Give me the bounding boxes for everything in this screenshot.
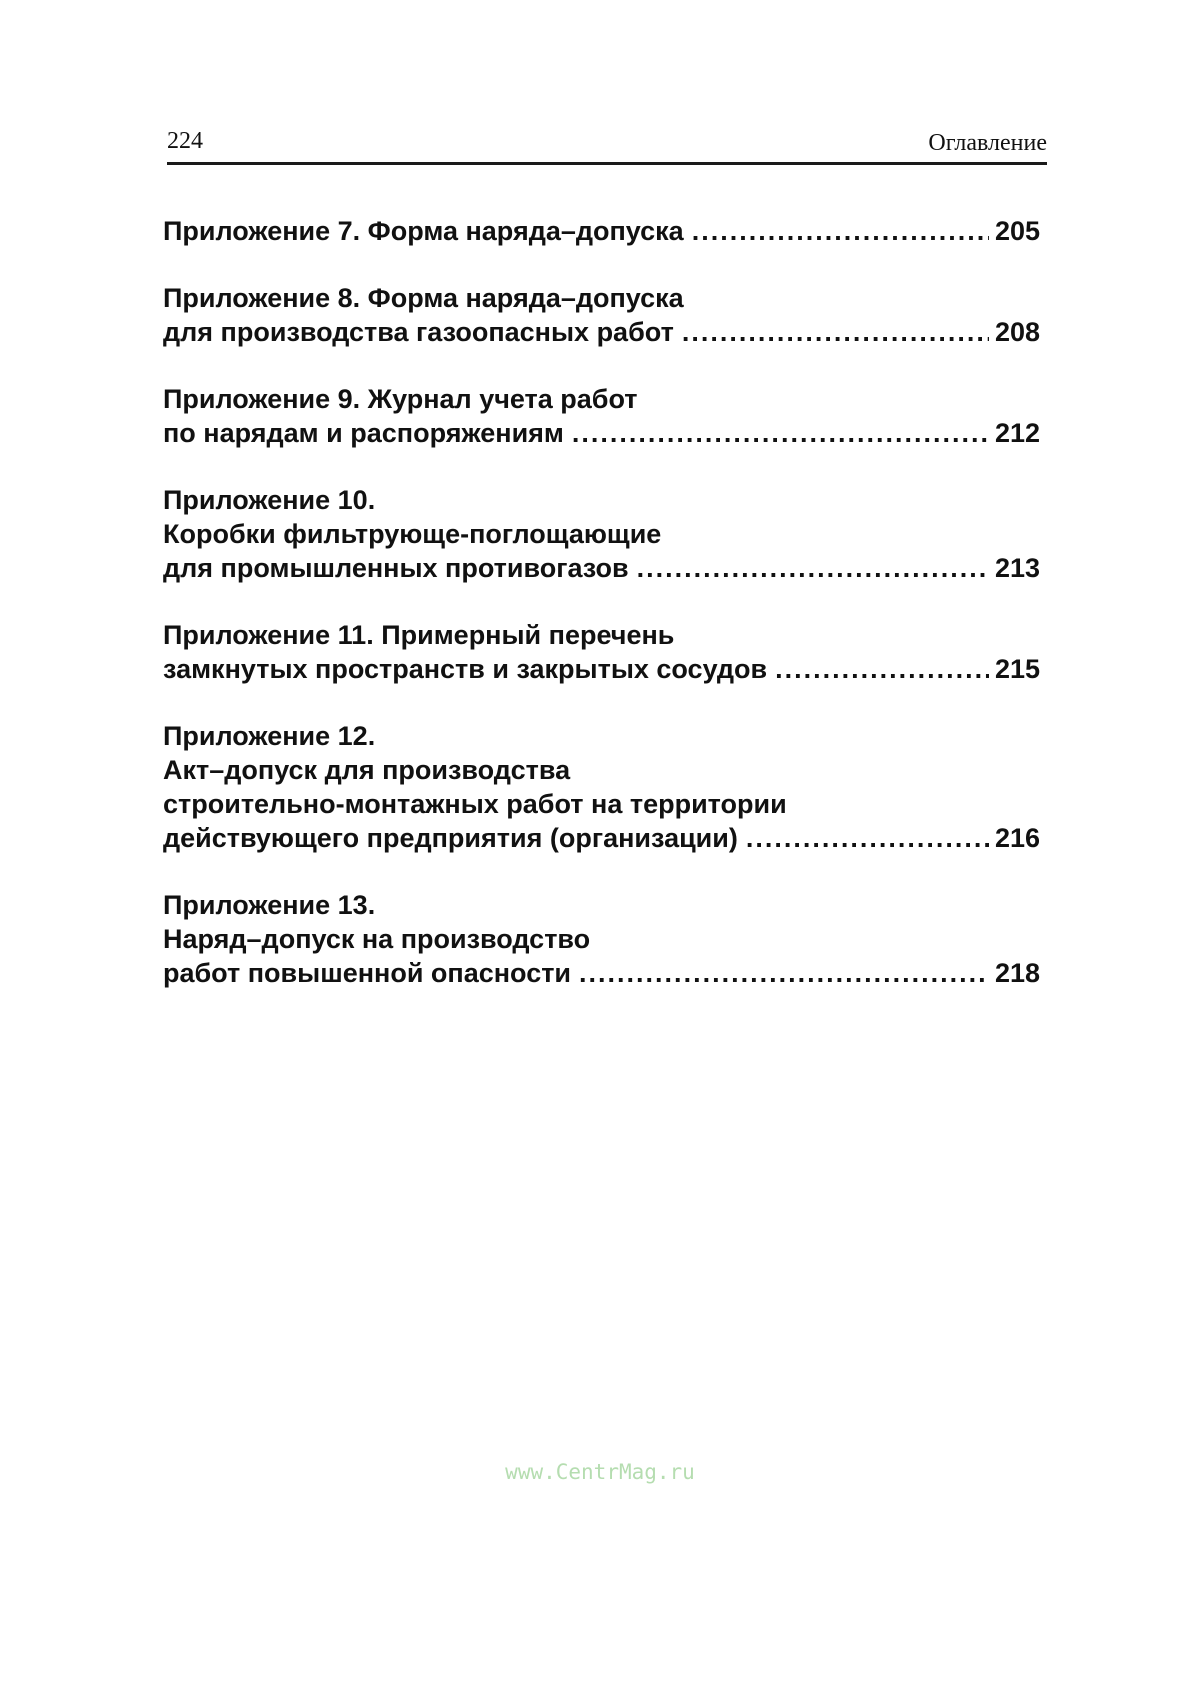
- toc-entry-text: Приложение 10.: [163, 485, 376, 515]
- toc-page-number: 205: [994, 216, 1040, 246]
- table-of-contents: [163, 214, 1040, 1023]
- dot-leader: [775, 652, 989, 686]
- toc-entry-text: для промышленных противогазов: [163, 553, 629, 583]
- toc-entry-text: для производства газоопасных работ: [163, 317, 674, 347]
- toc-entry-appendix-7: [163, 214, 1040, 248]
- toc-entry-text: Приложение 12.: [163, 721, 376, 751]
- toc-entry-text: работ повышенной опасности: [163, 958, 572, 988]
- toc-entry-text: Приложение 8. Форма наряда–допуска: [163, 283, 684, 313]
- toc-page-number: 215: [994, 654, 1040, 684]
- toc-entry-appendix-8: [163, 281, 1040, 349]
- toc-entry-text: Приложение 11. Примерный перечень: [163, 620, 675, 650]
- toc-page-number: 208: [994, 317, 1040, 347]
- toc-entry-appendix-9: [163, 382, 1040, 450]
- dot-leader: [572, 416, 989, 450]
- toc-entry-text: действующего предприятия (организации): [163, 823, 738, 853]
- dot-leader: [637, 551, 989, 585]
- toc-entry-text: по нарядам и распоряжениям: [163, 418, 564, 448]
- section-title: Оглавление: [928, 130, 1047, 156]
- toc-entry-appendix-12: [163, 719, 1040, 855]
- toc-page-number: 218: [994, 958, 1040, 988]
- toc-page-number: 216: [994, 823, 1040, 853]
- toc-entry-appendix-13: [163, 888, 1040, 990]
- dot-leader: [746, 821, 989, 855]
- toc-entry-text: Коробки фильтрующе-поглощающие: [163, 519, 662, 549]
- dot-leader: [682, 315, 989, 349]
- toc-entry-appendix-11: [163, 618, 1040, 686]
- toc-page-number: 213: [994, 553, 1040, 583]
- toc-entry-text: Акт–допуск для производства: [163, 755, 571, 785]
- toc-entry-text: Приложение 7. Форма наряда–допуска: [163, 216, 684, 246]
- dot-leader: [579, 956, 989, 990]
- page-number: 224: [167, 128, 203, 154]
- dot-leader: [692, 214, 989, 248]
- toc-page-number: 212: [994, 418, 1040, 448]
- toc-entry-text: Наряд–допуск на производство: [163, 924, 591, 954]
- watermark: www.CentrMag.ru: [505, 1460, 695, 1484]
- toc-entry-text: замкнутых пространств и закрытых сосудов: [163, 654, 768, 684]
- toc-entry-text: строительно-монтажных работ на территории: [163, 789, 787, 819]
- toc-entry-appendix-10: [163, 483, 1040, 585]
- page-header: [167, 128, 1047, 165]
- toc-entry-text: Приложение 13.: [163, 890, 376, 920]
- toc-entry-text: Приложение 9. Журнал учета работ: [163, 384, 638, 414]
